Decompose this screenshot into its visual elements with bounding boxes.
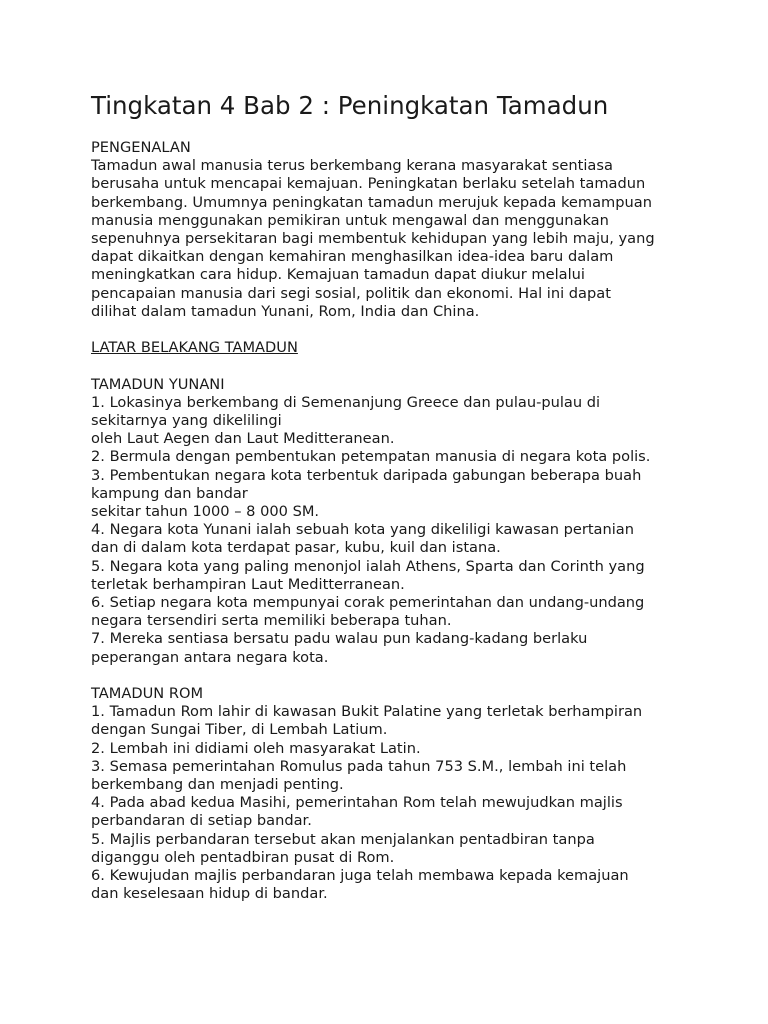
list-line: dengan Sungai Tiber, di Lembah Latium. — [91, 721, 388, 739]
list-line: oleh Laut Aegen dan Laut Meditteranean. — [91, 430, 395, 448]
list-line: 1. Lokasinya berkembang di Semenanjung Greece dan pulau-pulau di — [91, 393, 601, 411]
spacer — [91, 321, 691, 339]
rom-section — [91, 685, 691, 903]
list-line: sekitarnya yang dikelilingi — [91, 412, 282, 430]
list-line: terletak berhampiran Laut Meditterranean. — [91, 575, 405, 593]
list-line: dan di dalam kota terdapat pasar, kubu, kuil dan istana. — [91, 539, 501, 557]
yunani-list — [91, 394, 691, 667]
text-line: Tamadun awal manusia terus berkembang kerana masyarakat sentiasa — [91, 157, 613, 175]
text-line: manusia menggunakan pemikiran untuk mengawal dan menggunakan — [91, 211, 609, 229]
list-line: 2. Lembah ini didiami oleh masyarakat Latin. — [91, 739, 421, 757]
text-line: berkembang. Umumnya peningkatan tamadun merujuk kepada kemampuan — [91, 193, 652, 211]
text-line: sepenuhnya persekitaran bagi membentuk kehidupan yang lebih maju, yang — [91, 230, 655, 248]
list-line: 3. Semasa pemerintahan Romulus pada tahun 753 S.M., lembah ini telah — [91, 757, 627, 775]
list-line: perbandaran di setiap bandar. — [91, 812, 312, 830]
document-page — [91, 88, 691, 903]
intro-paragraph — [91, 157, 691, 321]
yunani-section — [91, 376, 691, 667]
list-line: sekitar tahun 1000 – 8 000 SM. — [91, 503, 320, 521]
text-line: dilihat dalam tamadun Yunani, Rom, India dan China. — [91, 302, 480, 320]
list-line: 5. Majlis perbandaran tersebut akan menjalankan pentadbiran tanpa — [91, 830, 595, 848]
list-line: 4. Negara kota Yunani ialah sebuah kota yang dikeliligi kawasan pertanian — [91, 521, 634, 539]
list-line: 4. Pada abad kedua Masihi, pemerintahan Rom telah mewujudkan majlis — [91, 794, 623, 812]
spacer — [91, 667, 691, 685]
list-line: 5. Negara kota yang paling menonjol ialah Athens, Sparta dan Corinth yang — [91, 557, 645, 575]
rom-list — [91, 703, 691, 903]
document-title: Tingkatan 4 Bab 2 : Peningkatan Tamadun — [91, 91, 609, 120]
list-line: peperangan antara negara kota. — [91, 648, 329, 666]
intro-heading: PENGENALAN — [91, 139, 191, 156]
list-line: kampung dan bandar — [91, 484, 248, 502]
list-line: 7. Mereka sentiasa bersatu padu walau pun kadang-kadang berlaku — [91, 630, 588, 648]
text-line: pencapaian manusia dari segi sosial, politik dan ekonomi. Hal ini dapat — [91, 284, 611, 302]
list-line: 2. Bermula dengan pembentukan petempatan manusia di negara kota polis. — [91, 448, 651, 466]
yunani-heading: TAMADUN YUNANI — [91, 375, 225, 393]
text-line: berusaha untuk mencapai kemajuan. Peningkatan berlaku setelah tamadun — [91, 175, 646, 193]
list-line: berkembang dan menjadi penting. — [91, 776, 344, 794]
list-line: 6. Setiap negara kota mempunyai corak pemerintahan dan undang-undang — [91, 594, 645, 612]
text-line: dapat dikaitkan dengan kemahiran menghasilkan idea-idea baru dalam — [91, 248, 614, 266]
list-line: 1. Tamadun Rom lahir di kawasan Bukit Palatine yang terletak berhampiran — [91, 703, 643, 721]
list-line: negara tersendiri serta memiliki beberapa tuhan. — [91, 612, 452, 630]
list-line: 6. Kewujudan majlis perbandaran juga telah membawa kepada kemajuan — [91, 867, 629, 885]
list-line: 3. Pembentukan negara kota terbentuk daripada gabungan beberapa buah — [91, 466, 642, 484]
text-line: meningkatkan cara hidup. Kemajuan tamadun dapat diukur melalui — [91, 266, 585, 284]
rom-heading: TAMADUN ROM — [91, 685, 204, 703]
background-heading: LATAR BELAKANG TAMADUN — [91, 339, 298, 357]
intro-section — [91, 139, 691, 321]
list-line: dan keselesaan hidup di bandar. — [91, 885, 328, 903]
spacer — [91, 357, 691, 375]
list-line: diganggu oleh pentadbiran pusat di Rom. — [91, 848, 395, 866]
